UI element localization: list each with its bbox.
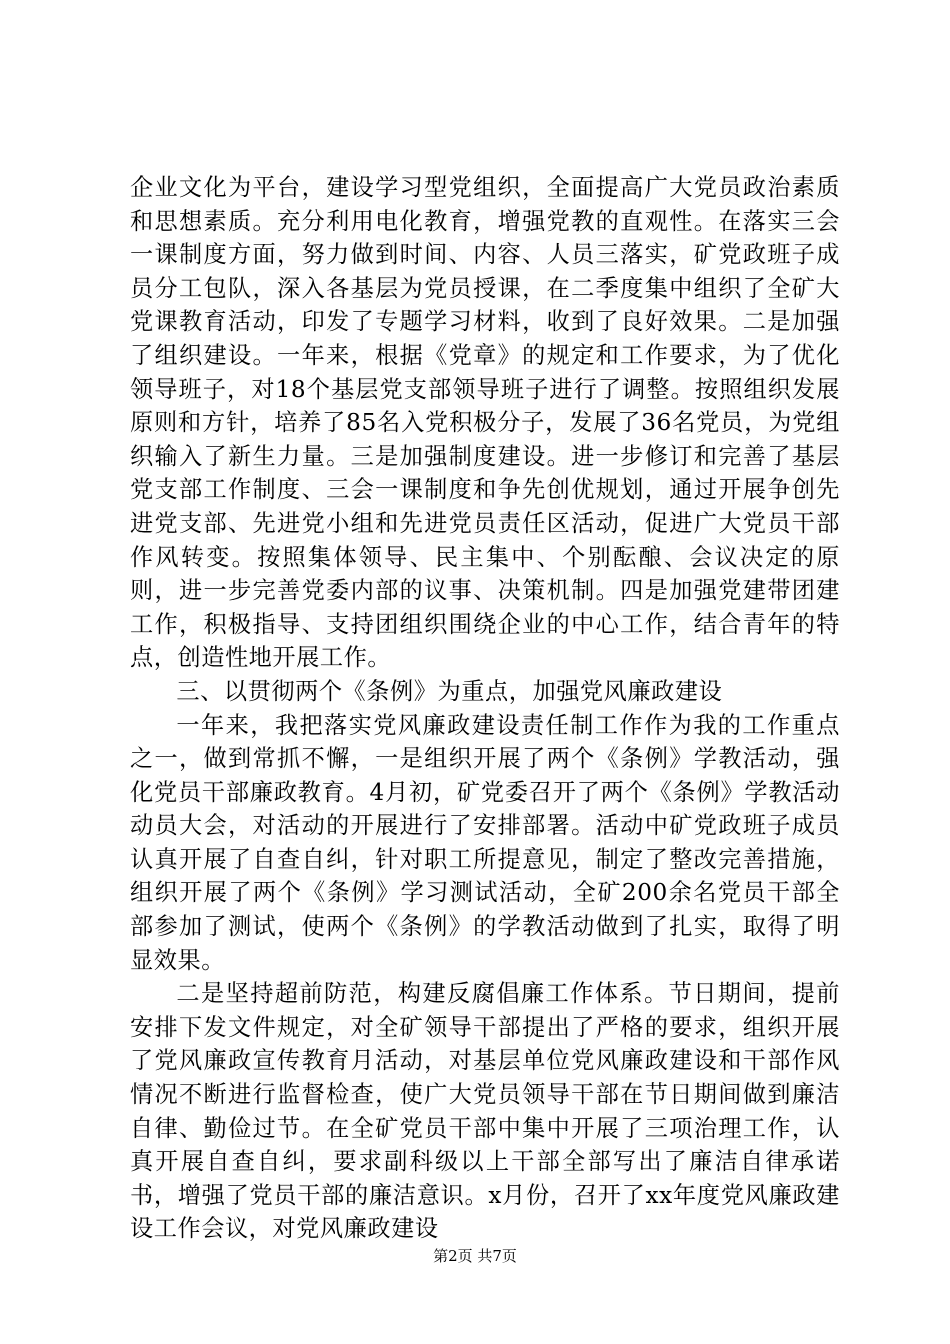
body-paragraph-1: 企业文化为平台，建设学习型党组织，全面提高广大党员政治素质和思想素质。充分利用电化教育，增强党教的直观性。在落实三会一课制度方面，努力做到时间、内容、人员三落实，矿党政班子成员分工包队，深入各基层为党员授课，在二季度集中组织了全矿大党课教育活动，印发了专题学习材料，收到了良好效果。二是加强了组织建设。一年来，根据《党章》的规定和工作要求，为了优化领导班子，对18个基层党支部领导班子进行了调整。按照组织发展原则和方针，培养了85名入党积极分子，发展了36名党员，为党组织输入了新生力量。三是加强制度建设。进一步修订和完善了基层党支部工作制度、三会一课制度和争先创优规划，通过开展争创先进党支部、先进党小组和先进党员责任区活动，促进广大党员干部作风转变。按照集体领导、民主集中、个别酝酿、会议决定的原则，进一步完善党委内部的议事、决策机制。四是加强党建带团建工作，积极指导、支持团组织围绕企业的中心工作，结合青年的特点，创造性地开展工作。 xyxy=(130,174,840,672)
document-body xyxy=(130,171,840,1246)
body-paragraph-2: 一年来，我把落实党风廉政建设责任制工作作为我的工作重点之一，做到常抓不懈，一是组织开展了两个《条例》学教活动，强化党员干部廉政教育。4月初，矿党委召开了两个《条例》学教活动动员大会，对活动的开展进行了安排部署。活动中矿党政班子成员认真开展了自查自纠，针对职工所提意见，制定了整改完善措施，组织开展了两个《条例》学习测试活动，全矿200余名党员干部全部参加了测试，使两个《条例》的学教活动做到了扎实，取得了明显效果。 xyxy=(130,711,840,974)
section-heading-3: 三、以贯彻两个《条例》为重点，加强党风廉政建设 xyxy=(176,677,723,705)
page-number-footer: 第2页 共7页 xyxy=(433,1247,517,1265)
body-paragraph-3: 二是坚持超前防范，构建反腐倡廉工作体系。节日期间，提前安排下发文件规定，对全矿领导干部提出了严格的要求，组织开展了党风廉政宣传教育月活动，对基层单位党风廉政建设和干部作风情况不断进行监督检查，使广大党员领导干部在节日期间做到廉洁自律、勤俭过节。在全矿党员干部中集中开展了三项治理工作，认真开展自查自纠，要求副科级以上干部全部写出了廉洁自律承诺书，增强了党员干部的廉洁意识。x月份，召开了xx年度党风廉政建设工作会议，对党风廉政建设 xyxy=(130,980,840,1243)
